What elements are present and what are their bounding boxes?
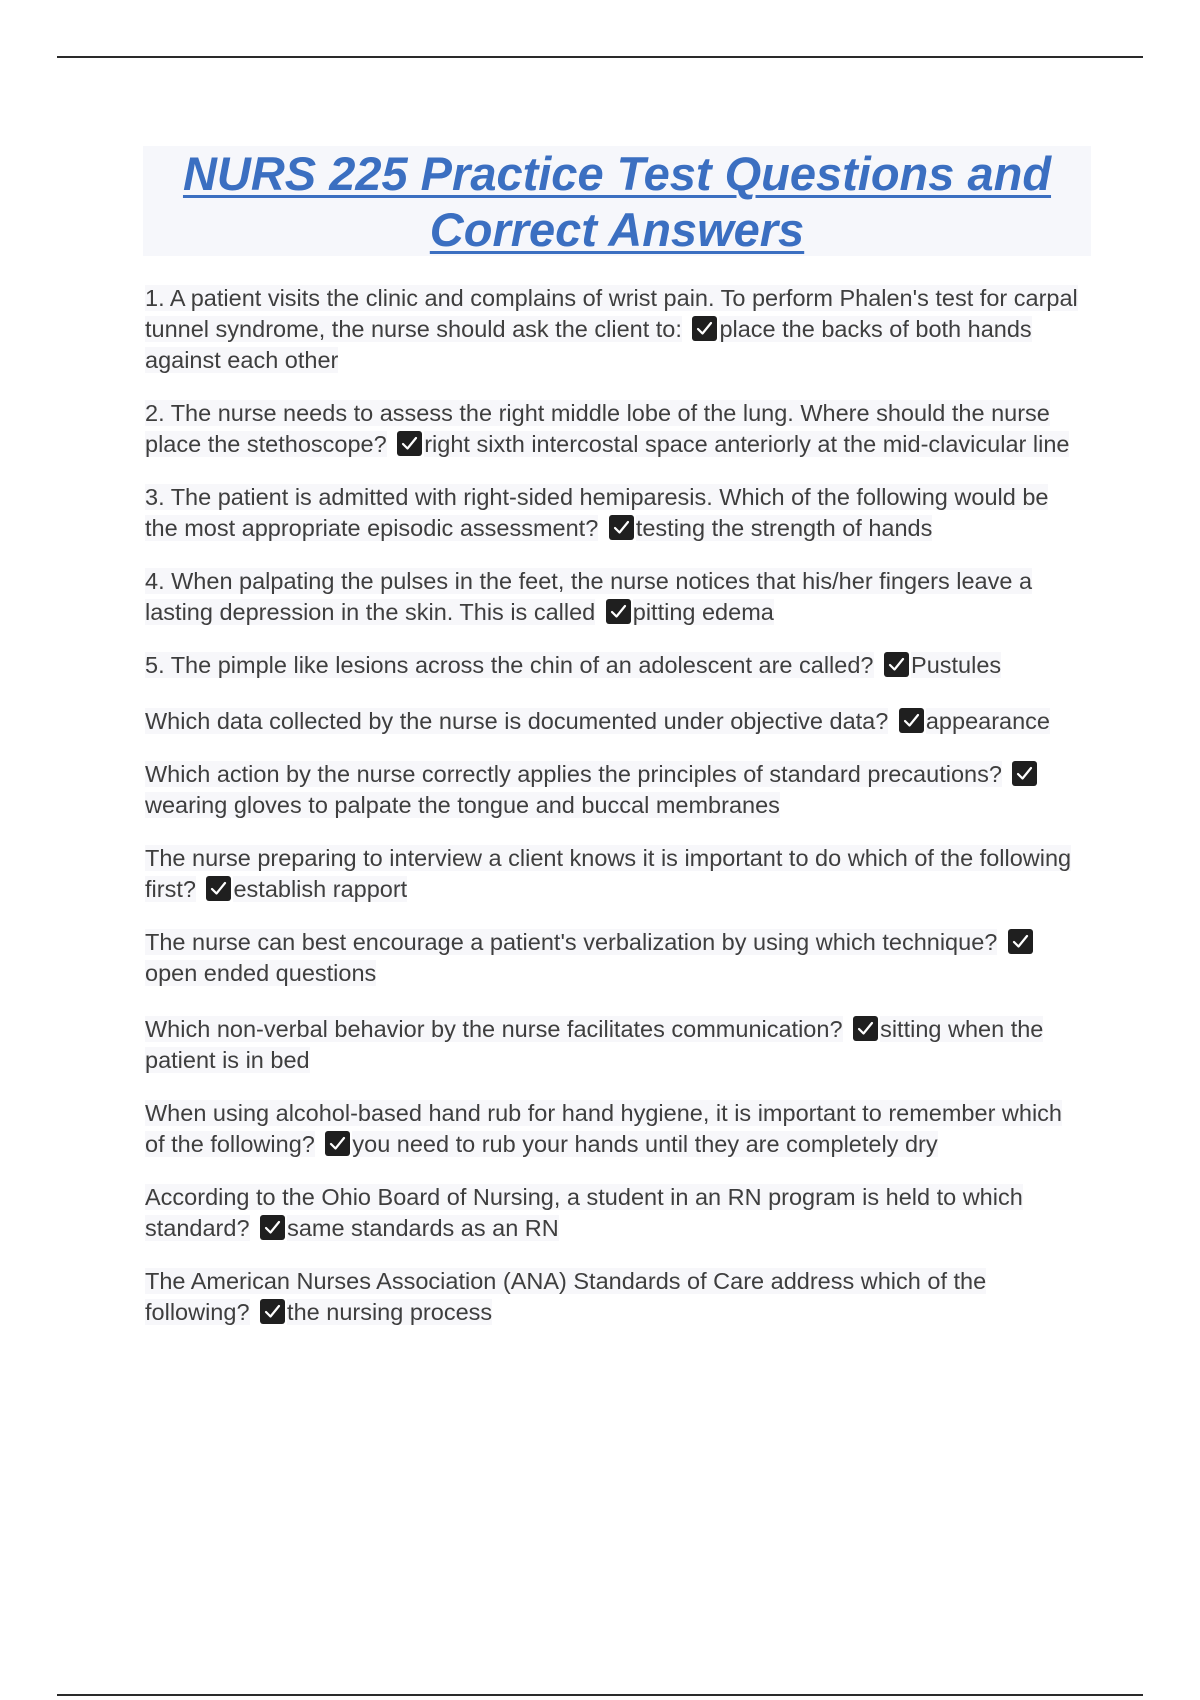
answer-text: sitting when the patient is in bed: [145, 1016, 1044, 1073]
qa-item: [145, 398, 1085, 460]
checkbox-check-icon: [397, 431, 422, 456]
qa-item: [145, 283, 1085, 376]
qa-list: [145, 283, 1085, 1328]
qa-item: [145, 706, 1085, 737]
qa-item: [145, 1098, 1085, 1160]
question-text: 5. The pimple like lesions across the chin of an adolescent are called?: [145, 652, 874, 678]
question-text: Which non-verbal behavior by the nurse facilitates communication?: [145, 1016, 843, 1042]
qa-item: [145, 927, 1085, 989]
answer-text: right sixth intercostal space anteriorly at the mid-clavicular line: [424, 431, 1070, 457]
answer-text: establish rapport: [233, 876, 408, 902]
answer-text: same standards as an RN: [287, 1215, 559, 1241]
answer-text: the nursing process: [287, 1299, 493, 1325]
answer-text: testing the strength of hands: [635, 515, 933, 541]
document-title: NURS 225 Practice Test Questions and Correct Answers: [182, 147, 1052, 256]
answer-text: Pustules: [911, 652, 1002, 678]
qa-item: [145, 1266, 1085, 1328]
question-text: The American Nurses Association (ANA) Standards of Care address which of the following?: [145, 1268, 987, 1325]
answer-text: you need to rub your hands until they are completely dry: [352, 1131, 938, 1157]
qa-item: [145, 566, 1085, 628]
question-text: The nurse can best encourage a patient's verbalization by using which technique?: [145, 929, 998, 955]
answer-text: appearance: [925, 708, 1050, 734]
question-text: 2. The nurse needs to assess the right middle lobe of the lung. Where should the nurse place the stethoscope?: [145, 400, 1050, 457]
answer-text: open ended questions: [145, 960, 377, 986]
answer-text: place the backs of both hands against each other: [145, 316, 1032, 373]
question-text: 4. When palpating the pulses in the feet, the nurse notices that his/her fingers leave a lasting depression in the skin. This is called: [145, 568, 1033, 625]
qa-item: [145, 1014, 1085, 1076]
bottom-rule: [57, 1694, 1143, 1696]
checkbox-check-icon: [692, 316, 717, 341]
checkbox-check-icon: [1012, 761, 1037, 786]
question-text: According to the Ohio Board of Nursing, a student in an RN program is held to which standard?: [145, 1184, 1023, 1241]
qa-item: [145, 482, 1085, 544]
checkbox-check-icon: [206, 876, 231, 901]
checkbox-check-icon: [853, 1016, 878, 1041]
qa-item: [145, 759, 1085, 821]
question-text: 3. The patient is admitted with right-sided hemiparesis. Which of the following would be the most appropriate episodic assessment?: [145, 484, 1049, 541]
checkbox-check-icon: [1008, 929, 1033, 954]
question-text: 1. A patient visits the clinic and complains of wrist pain. To perform Phalen's test for carpal tunnel syndrome, the nurse should ask the client to:: [145, 285, 1078, 342]
checkbox-check-icon: [609, 515, 634, 540]
checkbox-check-icon: [899, 708, 924, 733]
qa-item: [145, 650, 1085, 681]
question-text: When using alcohol-based hand rub for hand hygiene, it is important to remember which of the following?: [145, 1100, 1063, 1157]
top-rule: [57, 56, 1143, 58]
checkbox-check-icon: [606, 599, 631, 624]
title-box: [143, 146, 1091, 256]
question-text: The nurse preparing to interview a client knows it is important to do which of the following first?: [145, 845, 1072, 902]
answer-text: wearing gloves to palpate the tongue and buccal membranes: [145, 792, 780, 818]
checkbox-check-icon: [325, 1131, 350, 1156]
checkbox-check-icon: [884, 652, 909, 677]
qa-item: [145, 1182, 1085, 1244]
question-text: Which action by the nurse correctly applies the principles of standard precautions?: [145, 761, 1002, 787]
question-text: Which data collected by the nurse is documented under objective data?: [145, 708, 889, 734]
qa-item: [145, 843, 1085, 905]
checkbox-check-icon: [260, 1299, 285, 1324]
checkbox-check-icon: [260, 1215, 285, 1240]
answer-text: pitting edema: [632, 599, 774, 625]
